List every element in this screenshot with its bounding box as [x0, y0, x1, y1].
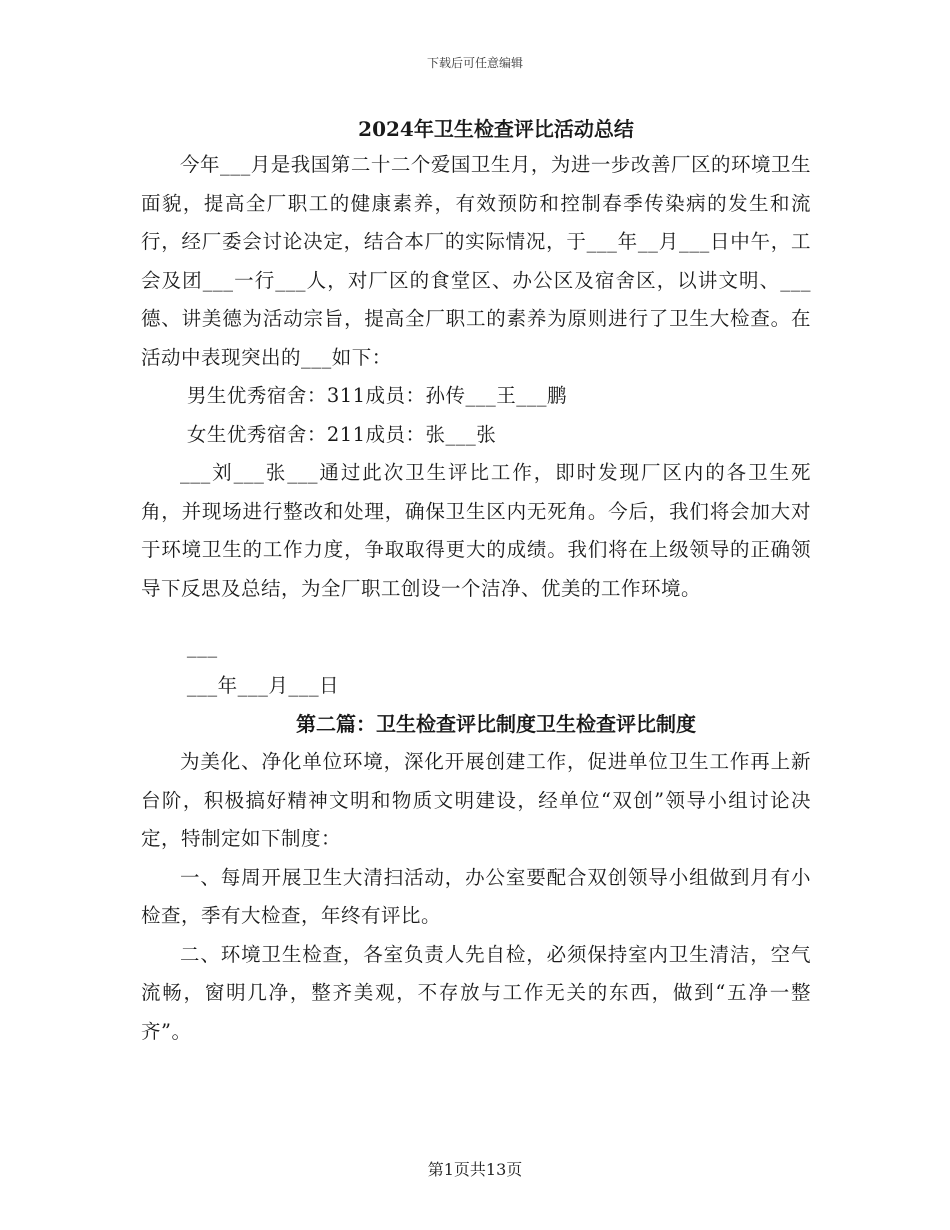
spacer	[141, 608, 811, 628]
date-line: ___年___月___日	[186, 673, 340, 697]
header-note: 下载后可任意编辑	[426, 56, 523, 70]
female-dorm-line: 女生优秀宿舍：211成员：张___张	[186, 422, 497, 446]
closing-paragraph: ___刘___张___通过此次卫生评比工作，即时发现厂区内的各卫生死角，并现场进行整改和处理，确保卫生区内无死角。今后，我们将会加大对于环境卫生的工作力度，争取取得更大的成绩。我们将在上级领导的正确领导下反思及总结，为全厂职工创设一个洁净、优美的工作环境。	[141, 461, 811, 600]
intro-paragraph: 今年___月是我国第二十二个爱国卫生月，为进一步改善厂区的环境卫生面貌，提高全厂职工的健康素养，有效预防和控制春季传染病的发生和流行，经厂委会讨论决定，结合本厂的实际情况，于___年__月___日中午，工会及团___一行___人，对厂区的食堂区、办公区及宿舍区，以讲文明、___德、讲美德为活动宗旨，提高全厂职工的素养为原则进行了卫生大检查。在活动中表现突出的___如下：	[141, 153, 811, 369]
signature-line: ___	[186, 635, 218, 658]
section2-title: 第二篇：卫生检查评比制度卫生检查评比制度	[296, 712, 696, 736]
rule-2-paragraph: 二、环境卫生检查，各室负责人先自检，必须保持室内卫生清洁，空气流畅，窗明几净，整齐美观，不存放与工作无关的东西，做到“五净一整齐”。	[141, 942, 811, 1043]
rule-1-paragraph: 一、每周开展卫生大清扫活动，办公室要配合双创领导小组做到月有小检查，季有大检查，年终有评比。	[141, 865, 811, 927]
male-dorm-line: 男生优秀宿舍：311成员：孙传___王___鹏	[186, 384, 568, 407]
document-title: 2024年卫生检查评比活动总结	[358, 117, 634, 141]
section2-intro-paragraph: 为美化、净化单位环境，深化开展创建工作，促进单位卫生工作再上新台阶，积极搞好精神文明和物质文明建设，经单位“双创”领导小组讨论决定，特制定如下制度：	[141, 750, 811, 850]
page-footer: 第1页共13页	[427, 1160, 523, 1179]
document-body	[141, 112, 811, 1051]
